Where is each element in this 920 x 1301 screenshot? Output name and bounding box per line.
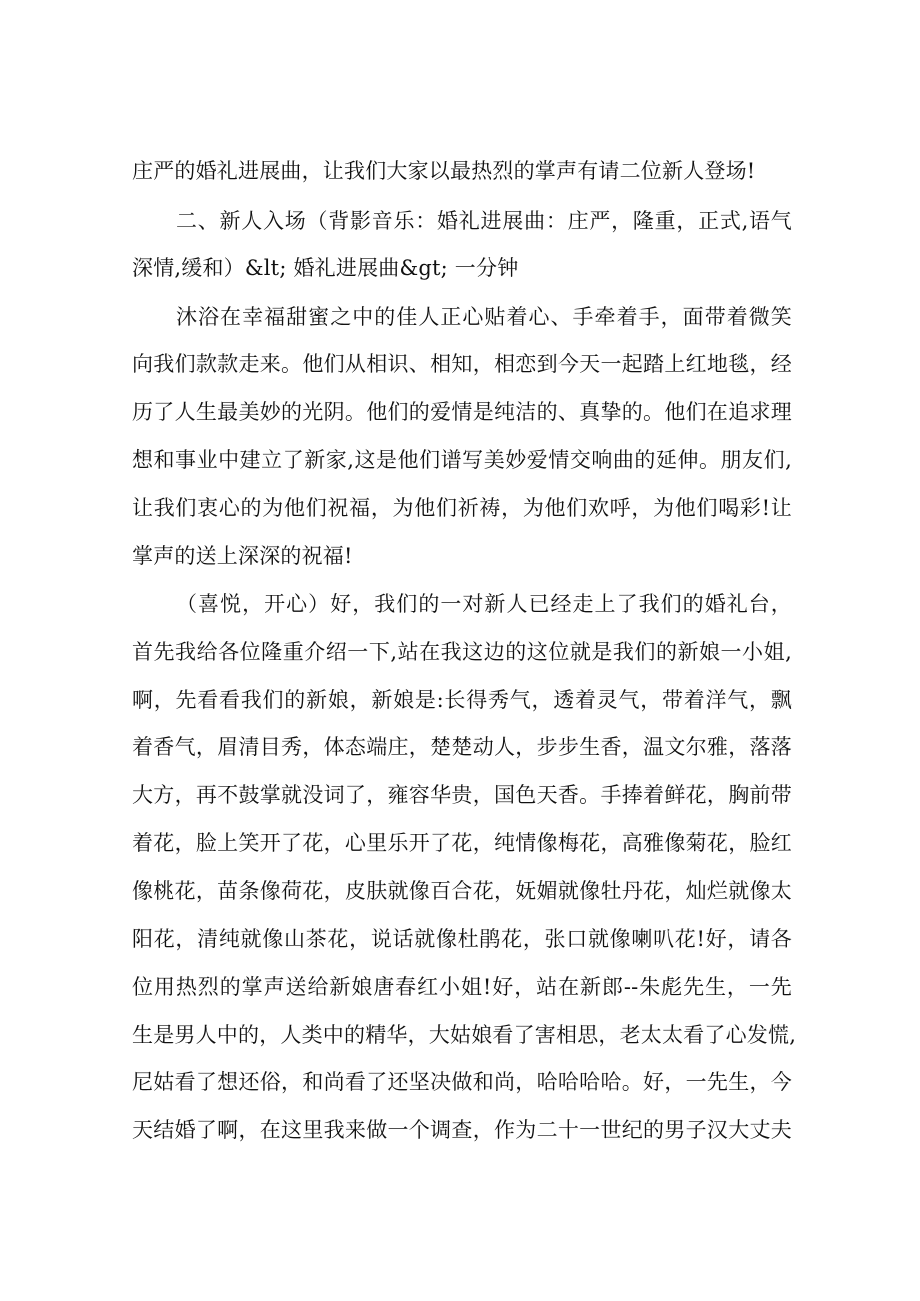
paragraph-line-2: 二、新人入场（背影音乐：婚礼进展曲：庄严，隆重，正式,语气 xyxy=(176,209,792,233)
paragraph-line-17: 阳花，清纯就像山茶花，说话就像杜鹃花，张口就像喇叭花!好，请各 xyxy=(132,927,792,951)
paragraph-line-12: 啊，先看看我们的新娘，新娘是:长得秀气，透着灵气，带着洋气，飘 xyxy=(132,688,792,712)
paragraph-line-19: 生是男人中的，人类中的精华，大姑娘看了害相思，老太太看了心发慌, xyxy=(132,1023,797,1047)
paragraph-line-1: 庄严的婚礼进展曲，让我们大家以最热烈的掌声有请二位新人登场! xyxy=(132,159,756,183)
paragraph-line-15: 着花，脸上笑开了花，心里乐开了花，纯情像梅花，高雅像菊花，脸红 xyxy=(132,831,792,855)
paragraph-line-7: 想和事业中建立了新家,这是他们谱写美妙爱情交响曲的延伸。朋友们, xyxy=(132,448,792,472)
paragraph-line-21: 天结婚了啊，在这里我来做一个调查，作为二十一世纪的男子汉大丈夫 xyxy=(132,1118,792,1142)
paragraph-line-13: 着香气，眉清目秀，体态端庄，楚楚动人，步步生香，温文尔雅，落落 xyxy=(132,735,792,759)
paragraph-line-6: 历了人生最美妙的光阴。他们的爱情是纯洁的、真挚的。他们在追求理 xyxy=(132,400,792,424)
paragraph-line-9: 掌声的送上深深的祝福! xyxy=(132,544,353,568)
paragraph-line-11: 首先我给各位隆重介绍一下,站在我这边的这位就是我们的新娘一小姐, xyxy=(132,640,792,664)
paragraph-line-16: 像桃花，苗条像荷花，皮肤就像百合花，妩媚就像牡丹花，灿烂就像太 xyxy=(132,879,792,903)
paragraph-line-5: 向我们款款走来。他们从相识、相知，相恋到今天一起踏上红地毯，经 xyxy=(132,352,792,376)
paragraph-line-20: 尼姑看了想还俗，和尚看了还坚决做和尚，哈哈哈哈。好，一先生，今 xyxy=(132,1070,792,1094)
paragraph-line-18: 位用热烈的掌声送给新娘唐春红小姐!好，站在新郎--朱彪先生，一先 xyxy=(132,975,792,999)
paragraph-line-3: 深情,缓和）&lt; 婚礼进展曲&gt; 一分钟 xyxy=(132,256,519,280)
paragraph-line-14: 大方，再不鼓掌就没词了，雍容华贵，国色天香。手捧着鲜花，胸前带 xyxy=(132,783,792,807)
paragraph-line-8: 让我们衷心的为他们祝福，为他们祈祷，为他们欢呼，为他们喝彩!让 xyxy=(132,496,792,520)
paragraph-line-10: （喜悦，开心）好，我们的一对新人已经走上了我们的婚礼台， xyxy=(176,592,792,616)
paragraph-line-4: 沐浴在幸福甜蜜之中的佳人正心贴着心、手牵着手，面带着微笑 xyxy=(176,305,792,329)
